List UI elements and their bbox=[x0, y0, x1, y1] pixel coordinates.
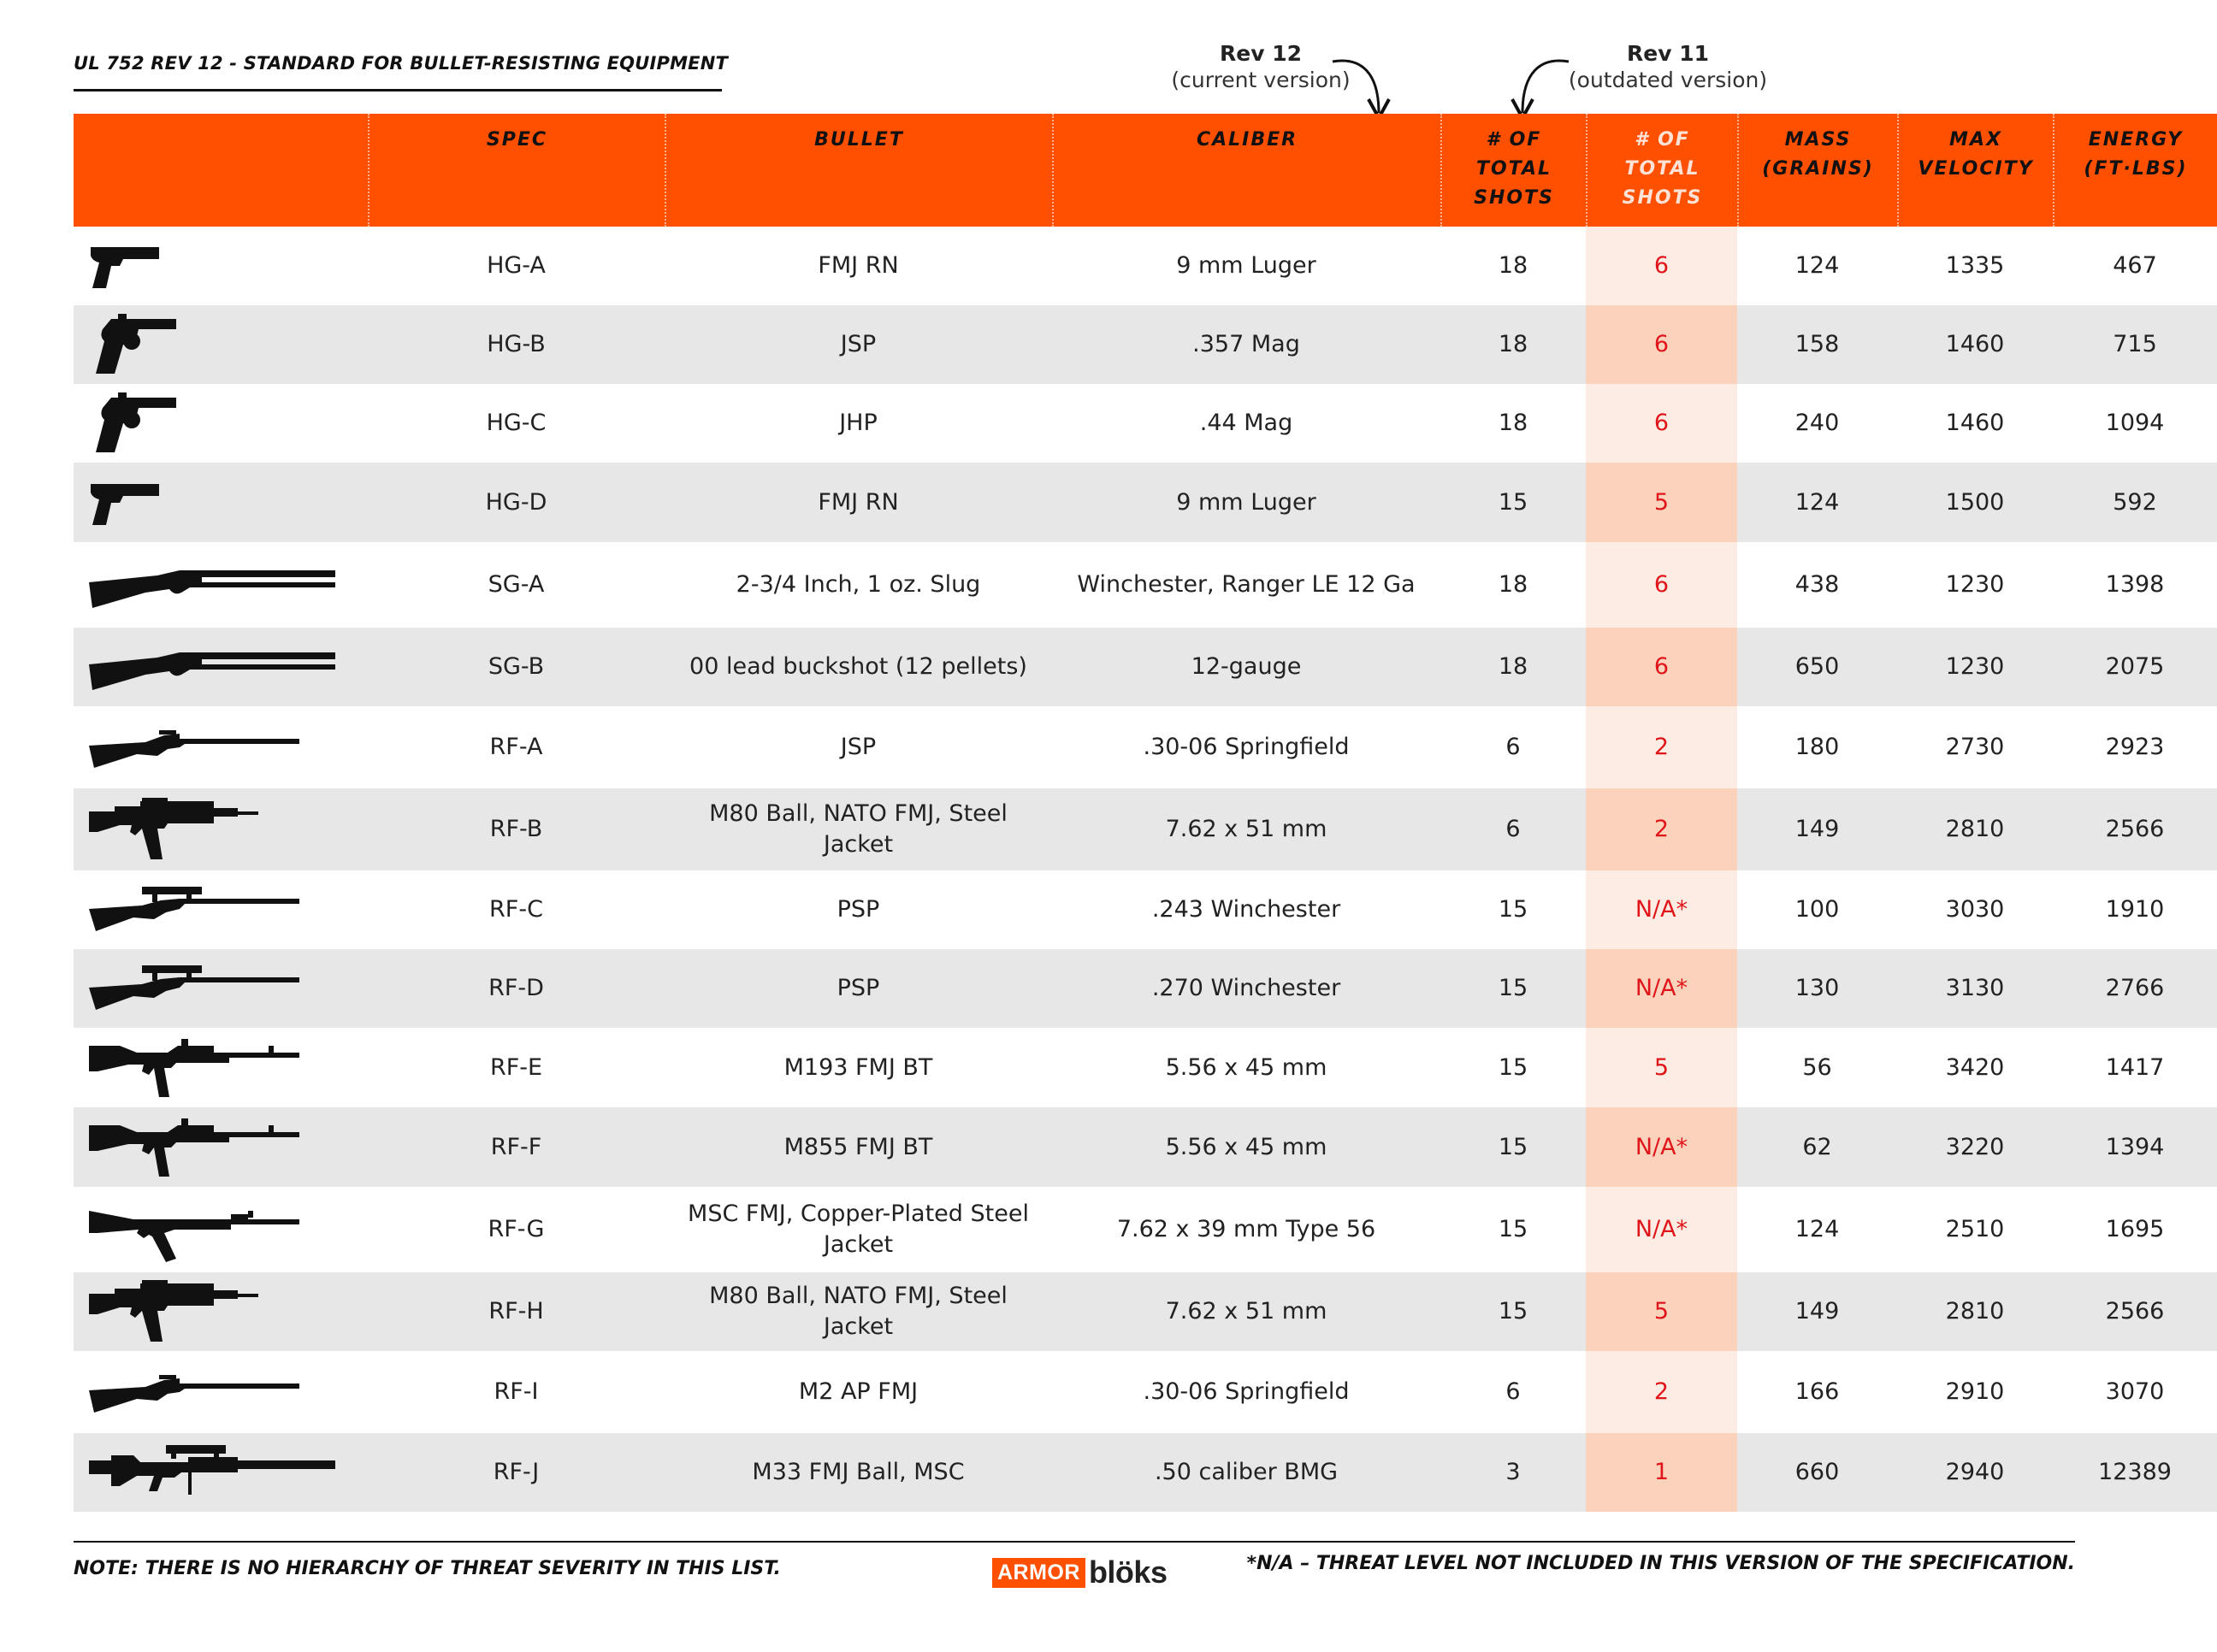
table-cell-caliber: .50 caliber BMG bbox=[1052, 1433, 1440, 1512]
table-cell-energy: 1094 bbox=[2105, 410, 2165, 436]
table-cell-spec: RF-H bbox=[368, 1272, 665, 1351]
scoped-rifle-icon bbox=[86, 880, 308, 940]
table-cell-shots-rev12: 18 bbox=[1498, 410, 1528, 436]
table-cell-shots-rev11: 5 bbox=[1586, 1028, 1737, 1107]
table-cell-bullet: M33 FMJ Ball, MSC bbox=[665, 1433, 1052, 1512]
table-cell-bullet: FMJ RN bbox=[665, 463, 1052, 542]
table-cell-shots-rev12: 15 bbox=[1440, 463, 1586, 542]
table-cell-mass: 149 bbox=[1737, 1272, 1897, 1351]
callout-rev12-title: Rev 12 bbox=[1220, 41, 1302, 66]
logo-armor: ARMOR bbox=[992, 1558, 1085, 1588]
table-cell-image bbox=[74, 706, 368, 788]
table-cell-energy: 3070 bbox=[2105, 1378, 2165, 1405]
table-cell-image bbox=[74, 1107, 368, 1187]
table-cell-velocity: 1460 bbox=[1897, 305, 2053, 384]
table-cell-velocity: 3130 bbox=[1897, 949, 2053, 1028]
table-cell-shots-rev12: 15 bbox=[1498, 1053, 1528, 1081]
document-title: UL 752 REV 12 - STANDARD FOR BULLET-RESISTING EQUIPMENT bbox=[74, 53, 729, 74]
table-cell-shots-rev12: 15 bbox=[1498, 896, 1528, 923]
table-cell-spec: RF-D bbox=[368, 949, 665, 1028]
table-cell-caliber: .270 Winchester bbox=[1052, 949, 1440, 1028]
table-cell-image bbox=[74, 788, 368, 870]
table-cell-spec: SG-A bbox=[488, 571, 545, 598]
table-cell-image bbox=[74, 227, 368, 305]
table-cell-image bbox=[74, 870, 368, 949]
table-cell-bullet: FMJ RN bbox=[818, 252, 899, 279]
table-cell-energy: 2566 bbox=[2053, 788, 2217, 870]
header-caliber: CALIBER bbox=[1052, 114, 1440, 227]
table-cell-bullet: M2 AP FMJ bbox=[798, 1378, 919, 1405]
table-cell-caliber: 9 mm Luger bbox=[1176, 252, 1316, 279]
table-cell-shots-rev11: 6 bbox=[1586, 227, 1737, 305]
table-cell-velocity: 2810 bbox=[1897, 788, 2053, 870]
pistol-icon bbox=[86, 477, 163, 528]
table-cell-shots-rev12: 15 bbox=[1440, 1107, 1586, 1187]
table-cell-caliber: 12-gauge bbox=[1052, 628, 1440, 706]
table-cell-spec: RF-A bbox=[489, 734, 543, 760]
table-cell-shots-rev12: 6 bbox=[1440, 788, 1586, 870]
table-cell-caliber: .44 Mag bbox=[1199, 410, 1293, 436]
table-cell-energy: 12389 bbox=[2053, 1433, 2217, 1512]
callout-rev11 bbox=[1558, 41, 1777, 92]
footer-footnote: *N/A – THREAT LEVEL NOT INCLUDED IN THIS VERSION OF THE SPECIFICATION. bbox=[1246, 1553, 2075, 1574]
table-cell-shots-rev12: 18 bbox=[1440, 628, 1586, 706]
table-cell-mass: 124 bbox=[1794, 1216, 1840, 1242]
table-cell-velocity: 1500 bbox=[1897, 463, 2053, 542]
table-cell-bullet: 00 lead buckshot (12 pellets) bbox=[665, 628, 1052, 706]
table-cell-spec: RF-C bbox=[489, 896, 543, 923]
table-cell-spec: RF-F bbox=[368, 1107, 665, 1187]
table-cell-shots-rev11: 5 bbox=[1586, 463, 1737, 542]
table-cell-bullet: MSC FMJ, Copper-Plated Steel Jacket bbox=[688, 1201, 1029, 1258]
table-cell-mass: 660 bbox=[1737, 1433, 1897, 1512]
table-cell-shots-rev11: N/A* bbox=[1586, 870, 1737, 949]
ak-rifle-icon bbox=[86, 1195, 308, 1264]
header-shots-rev11: # OF TOTAL SHOTS bbox=[1586, 114, 1737, 227]
table-cell-velocity: 3420 bbox=[1945, 1053, 2005, 1081]
table-cell-velocity: 3220 bbox=[1897, 1107, 2053, 1187]
header-energy: ENERGY (FT·LBS) bbox=[2053, 114, 2217, 227]
table-cell-energy: 467 bbox=[2113, 252, 2157, 279]
logo-bloks: blöks bbox=[1088, 1555, 1168, 1590]
callout-rev12-subtitle: (current version) bbox=[1171, 68, 1351, 92]
table-cell-energy: 2766 bbox=[2053, 949, 2217, 1028]
table-cell-shots-rev11: 6 bbox=[1586, 542, 1737, 628]
table-cell-spec: RF-E bbox=[489, 1053, 543, 1081]
table-cell-image bbox=[74, 1028, 368, 1107]
table-cell-image bbox=[74, 949, 368, 1028]
table-cell-shots-rev11: 1 bbox=[1586, 1433, 1737, 1512]
table-cell-caliber: 7.62 x 51 mm bbox=[1052, 1272, 1440, 1351]
shotgun-icon bbox=[86, 555, 342, 615]
armorbloks-logo bbox=[992, 1555, 1167, 1590]
table-cell-energy: 1394 bbox=[2053, 1107, 2217, 1187]
table-cell-velocity: 2940 bbox=[1897, 1433, 2053, 1512]
table-cell-shots-rev11: 2 bbox=[1586, 706, 1737, 788]
table-cell-mass: 158 bbox=[1737, 305, 1897, 384]
table-cell-shots-rev12: 15 bbox=[1498, 1216, 1528, 1242]
table-cell-velocity: 2910 bbox=[1945, 1378, 2005, 1405]
table-cell-velocity: 3030 bbox=[1945, 896, 2005, 923]
threat-table bbox=[74, 114, 2188, 1512]
table-cell-mass: 100 bbox=[1794, 896, 1840, 923]
table-cell-image bbox=[74, 1272, 368, 1351]
table-cell-energy: 592 bbox=[2053, 463, 2217, 542]
table-cell-shots-rev11: N/A* bbox=[1586, 1187, 1737, 1272]
table-cell-velocity: 2510 bbox=[1945, 1216, 2005, 1242]
table-cell-energy: 2566 bbox=[2053, 1272, 2217, 1351]
table-cell-bullet: JHP bbox=[839, 410, 878, 436]
table-cell-shots-rev11: 2 bbox=[1586, 1351, 1737, 1433]
table-cell-bullet: PSP bbox=[665, 949, 1052, 1028]
table-cell-bullet: M80 Ball, NATO FMJ, Steel Jacket bbox=[665, 1272, 1052, 1351]
table-cell-mass: 438 bbox=[1794, 571, 1840, 598]
table-cell-shots-rev11: 6 bbox=[1586, 628, 1737, 706]
table-cell-image bbox=[74, 463, 368, 542]
table-cell-caliber: .30-06 Springfield bbox=[1143, 734, 1350, 760]
table-cell-caliber: 5.56 x 45 mm bbox=[1052, 1107, 1440, 1187]
table-cell-shots-rev11: 6 bbox=[1586, 305, 1737, 384]
table-cell-caliber: Winchester, Ranger LE 12 Ga bbox=[1077, 571, 1416, 598]
table-cell-shots-rev12: 15 bbox=[1440, 1272, 1586, 1351]
table-cell-energy: 715 bbox=[2053, 305, 2217, 384]
footer-rule bbox=[74, 1541, 2075, 1543]
header-spec: SPEC bbox=[368, 114, 665, 227]
assault-rifle-icon bbox=[86, 1034, 308, 1102]
table-cell-spec: RF-G bbox=[488, 1216, 545, 1242]
table-cell-spec: HG-D bbox=[368, 463, 665, 542]
table-cell-mass: 180 bbox=[1794, 734, 1840, 760]
table-cell-caliber: 5.56 x 45 mm bbox=[1165, 1053, 1327, 1081]
table-cell-caliber: 9 mm Luger bbox=[1052, 463, 1440, 542]
table-cell-mass: 56 bbox=[1802, 1053, 1832, 1081]
table-cell-caliber: .243 Winchester bbox=[1151, 896, 1341, 923]
table-cell-mass: 240 bbox=[1794, 410, 1840, 436]
table-cell-velocity: 2730 bbox=[1945, 734, 2005, 760]
bolt-rifle-icon bbox=[86, 1366, 308, 1418]
table-cell-bullet: JSP bbox=[840, 734, 877, 760]
table-cell-image bbox=[74, 542, 368, 628]
title-underline bbox=[74, 89, 722, 91]
table-cell-energy: 1695 bbox=[2105, 1216, 2165, 1242]
table-cell-bullet: PSP bbox=[837, 896, 880, 923]
table-cell-bullet: M193 FMJ BT bbox=[783, 1053, 933, 1081]
table-cell-shots-rev11: N/A* bbox=[1586, 949, 1737, 1028]
pistol-icon bbox=[86, 240, 163, 292]
header-shots-rev12: # OF TOTAL SHOTS bbox=[1440, 114, 1586, 227]
table-cell-shots-rev11: 6 bbox=[1586, 384, 1737, 463]
tactical-rifle-icon bbox=[86, 1273, 265, 1350]
table-cell-spec: HG-C bbox=[486, 410, 547, 436]
table-cell-image bbox=[74, 1433, 368, 1512]
table-cell-energy: 2923 bbox=[2105, 734, 2165, 760]
header-velocity: MAX VELOCITY bbox=[1897, 114, 2053, 227]
table-cell-image bbox=[74, 628, 368, 706]
revolver-icon bbox=[86, 310, 180, 379]
table-cell-mass: 124 bbox=[1737, 463, 1897, 542]
table-cell-velocity: 1230 bbox=[1897, 628, 2053, 706]
curved-arrow-icon bbox=[1326, 53, 1403, 123]
table-cell-caliber: 7.62 x 39 mm Type 56 bbox=[1116, 1216, 1376, 1242]
header-mass: MASS (GRAINS) bbox=[1737, 114, 1897, 227]
table-cell-image bbox=[74, 384, 368, 463]
table-cell-mass: 650 bbox=[1737, 628, 1897, 706]
callout-rev11-title: Rev 11 bbox=[1627, 41, 1709, 66]
assault-rifle-icon bbox=[86, 1113, 308, 1182]
table-cell-spec: HG-B bbox=[368, 305, 665, 384]
curved-arrow-icon bbox=[1499, 53, 1576, 123]
table-cell-spec: HG-A bbox=[487, 252, 546, 279]
table-cell-bullet: JSP bbox=[665, 305, 1052, 384]
scoped-rifle-icon bbox=[86, 959, 308, 1018]
table-cell-energy: 1398 bbox=[2105, 571, 2165, 598]
table-cell-mass: 130 bbox=[1737, 949, 1897, 1028]
table-cell-shots-rev12: 6 bbox=[1505, 734, 1521, 760]
callout-rev11-subtitle: (outdated version) bbox=[1568, 68, 1768, 92]
sniper-rifle-icon bbox=[86, 1438, 342, 1507]
table-cell-shots-rev12: 18 bbox=[1440, 305, 1586, 384]
bolt-rifle-icon bbox=[86, 722, 308, 773]
table-cell-spec: RF-J bbox=[368, 1433, 665, 1512]
table-cell-mass: 149 bbox=[1737, 788, 1897, 870]
table-cell-shots-rev11: 5 bbox=[1586, 1272, 1737, 1351]
table-cell-mass: 166 bbox=[1794, 1378, 1840, 1405]
header-bullet: BULLET bbox=[665, 114, 1052, 227]
table-cell-shots-rev11: N/A* bbox=[1586, 1107, 1737, 1187]
table-cell-energy: 1417 bbox=[2105, 1053, 2165, 1081]
table-cell-shots-rev12: 18 bbox=[1498, 252, 1528, 279]
shotgun-icon bbox=[86, 637, 342, 697]
table-cell-caliber: 7.62 x 51 mm bbox=[1052, 788, 1440, 870]
table-cell-energy: 2075 bbox=[2053, 628, 2217, 706]
table-cell-image bbox=[74, 305, 368, 384]
table-cell-shots-rev12: 6 bbox=[1505, 1378, 1521, 1405]
table-cell-velocity: 2810 bbox=[1897, 1272, 2053, 1351]
table-cell-bullet: 2-3/4 Inch, 1 oz. Slug bbox=[736, 571, 981, 598]
table-cell-spec: RF-B bbox=[368, 788, 665, 870]
table-cell-image bbox=[74, 1187, 368, 1272]
table-cell-velocity: 1230 bbox=[1945, 571, 2005, 598]
table-cell-velocity: 1335 bbox=[1945, 252, 2005, 279]
table-cell-shots-rev11: 2 bbox=[1586, 788, 1737, 870]
table-cell-caliber: .30-06 Springfield bbox=[1143, 1378, 1350, 1405]
header-image bbox=[74, 114, 368, 227]
tactical-rifle-icon bbox=[86, 791, 265, 868]
footer-note: NOTE: THERE IS NO HIERARCHY OF THREAT SEVERITY IN THIS LIST. bbox=[74, 1558, 781, 1579]
table-cell-mass: 124 bbox=[1794, 252, 1840, 279]
table-cell-bullet: M855 FMJ BT bbox=[665, 1107, 1052, 1187]
table-cell-caliber: .357 Mag bbox=[1052, 305, 1440, 384]
table-cell-shots-rev12: 18 bbox=[1498, 571, 1528, 598]
table-cell-image bbox=[74, 1351, 368, 1433]
revolver-icon bbox=[86, 389, 180, 457]
table-cell-velocity: 1460 bbox=[1945, 410, 2005, 436]
table-cell-mass: 62 bbox=[1737, 1107, 1897, 1187]
table-cell-shots-rev12: 15 bbox=[1440, 949, 1586, 1028]
table-cell-shots-rev12: 3 bbox=[1440, 1433, 1586, 1512]
table-cell-energy: 1910 bbox=[2105, 896, 2165, 923]
table-cell-spec: SG-B bbox=[368, 628, 665, 706]
table-cell-spec: RF-I bbox=[494, 1378, 539, 1405]
table-cell-bullet: M80 Ball, NATO FMJ, Steel Jacket bbox=[665, 788, 1052, 870]
